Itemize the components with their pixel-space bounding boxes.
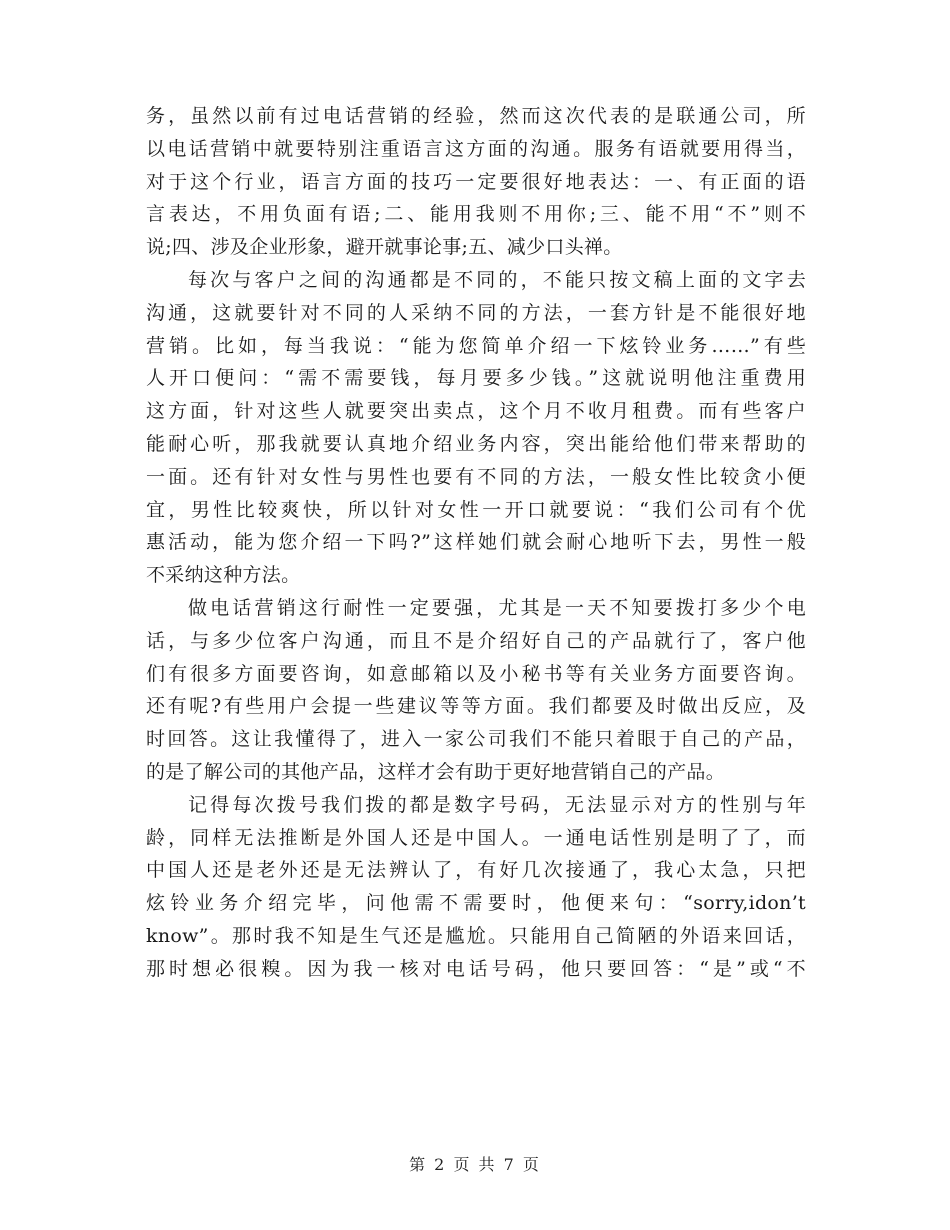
text-line: 那时想必很糗。因为我一核对电话号码，他只要回答：“是”或“不 — [146, 957, 806, 980]
text-line: 还有呢?有些用户会提一些建议等等方面。我们都要及时做出反应，及 — [146, 695, 806, 718]
text-line: 记得每次拨号我们拨的都是数字号码，无法显示对方的性别与年 — [188, 793, 806, 816]
text-line: 一面。还有针对女性与男性也要有不同的方法，一般女性比较贪小便 — [146, 465, 806, 488]
text-line: 说;四、涉及企业形象，避开就事论事;五、减少口头禅。 — [146, 236, 623, 259]
page-number-footer: 第 2 页 共 7 页 — [409, 1155, 541, 1174]
text-line: 务，虽然以前有过电话营销的经验，然而这次代表的是联通公司，所 — [146, 105, 806, 127]
text-line: 们有很多方面要咨询，如意邮箱以及小秘书等有关业务方面要咨询。 — [146, 662, 806, 685]
text-line: 这方面，针对这些人就要突出卖点，这个月不收月租费。而有些客户 — [146, 400, 806, 423]
text-line: 营销。比如，每当我说：“能为您简单介绍一下炫铃业务……”有些 — [146, 334, 806, 357]
text-line: 对于这个行业，语言方面的技巧一定要很好地表达：一、有正面的语 — [146, 170, 806, 193]
paragraph — [146, 100, 806, 264]
text-line: 沟通，这就要针对不同的人采纳不同的方法，一套方针是不能很好地 — [146, 301, 806, 324]
paragraph — [146, 592, 806, 789]
text-line: 龄，同样无法推断是外国人还是中国人。一通电话性别是明了了，而 — [146, 826, 806, 849]
text-line: 炫铃业务介绍完毕，问他需不需要时，他便来句：“sorry,idon’t — [146, 892, 806, 915]
document-body — [146, 100, 806, 986]
text-line: 惠活动，能为您介绍一下吗?”这样她们就会耐心地听下去，男性一般 — [146, 531, 806, 554]
text-line: 中国人还是老外还是无法辨认了，有好几次接通了，我心太急，只把 — [146, 859, 806, 882]
text-line: 每次与客户之间的沟通都是不同的，不能只按文稿上面的文字去 — [188, 268, 806, 291]
text-line: 不采纳这种方法。 — [146, 564, 301, 587]
text-line: 做电话营销这行耐性一定要强，尤其是一天不知要拨打多少个电 — [188, 596, 806, 619]
text-line: 话，与多少位客户沟通，而且不是介绍好自己的产品就行了，客户他 — [146, 629, 806, 652]
text-line: 言表达，不用负面有语;二、能用我则不用你;三、能不用“不”则不 — [146, 203, 806, 226]
paragraph — [146, 789, 806, 986]
text-line: 人开口便问：“需不需要钱，每月要多少钱。”这就说明他注重费用 — [146, 367, 806, 390]
text-line: 的是了解公司的其他产品，这样才会有助于更好地营销自己的产品。 — [146, 760, 726, 783]
text-line: 宜，男性比较爽快，所以针对女性一开口就要说：“我们公司有个优 — [146, 498, 806, 521]
text-line: know”。那时我不知是生气还是尴尬。只能用自己简陋的外语来回话， — [146, 924, 806, 947]
text-line: 时回答。这让我懂得了，进入一家公司我们不能只着眼于自己的产品， — [146, 728, 806, 751]
text-line: 能耐心听，那我就要认真地介绍业务内容，突出能给他们带来帮助的 — [146, 432, 806, 455]
text-line: 以电话营销中就要特别注重语言这方面的沟通。服务有语就要用得当， — [146, 137, 806, 160]
paragraph — [146, 264, 806, 592]
